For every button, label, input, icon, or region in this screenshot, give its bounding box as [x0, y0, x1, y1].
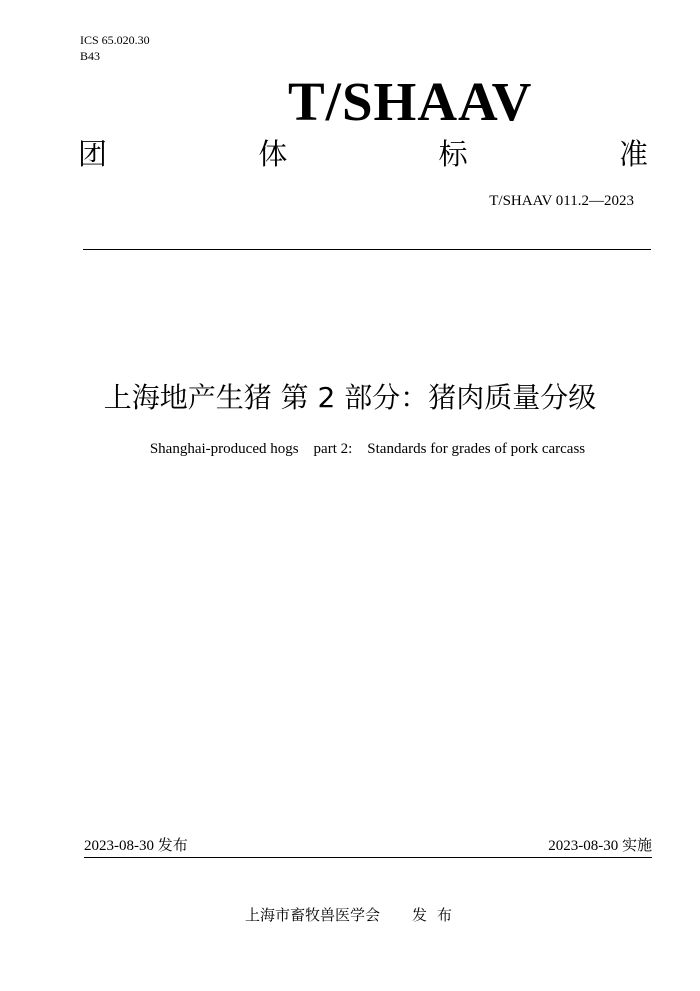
ics-code: ICS 65.020.30	[80, 33, 150, 47]
standard-kind	[78, 137, 648, 171]
standard-kind-char-1: 团	[78, 137, 108, 171]
standard-kind-char-4: 准	[618, 137, 648, 171]
standard-logo: T/SHAAV	[288, 71, 533, 132]
issuer	[245, 905, 462, 925]
title-chinese: 上海地产生猪 第 2 部分：猪肉质量分级	[103, 381, 597, 414]
standard-kind-char-2: 体	[258, 137, 288, 171]
title-english: Shanghai-produced hogs part 2: Standards for grades of pork carcass	[149, 441, 586, 457]
issuer-action: 发布	[412, 906, 463, 924]
classification-code: B43	[80, 49, 101, 63]
bottom-divider	[84, 857, 652, 858]
issuer-organization: 上海市畜牧兽医学会	[245, 906, 381, 924]
implementation-date: 2023-08-30 实施	[548, 838, 652, 854]
issue-date: 2023-08-30 发布	[84, 838, 188, 854]
top-divider	[83, 249, 651, 250]
standard-number: T/SHAAV 011.2—2023	[489, 193, 634, 209]
standard-kind-char-3: 标	[438, 137, 468, 171]
